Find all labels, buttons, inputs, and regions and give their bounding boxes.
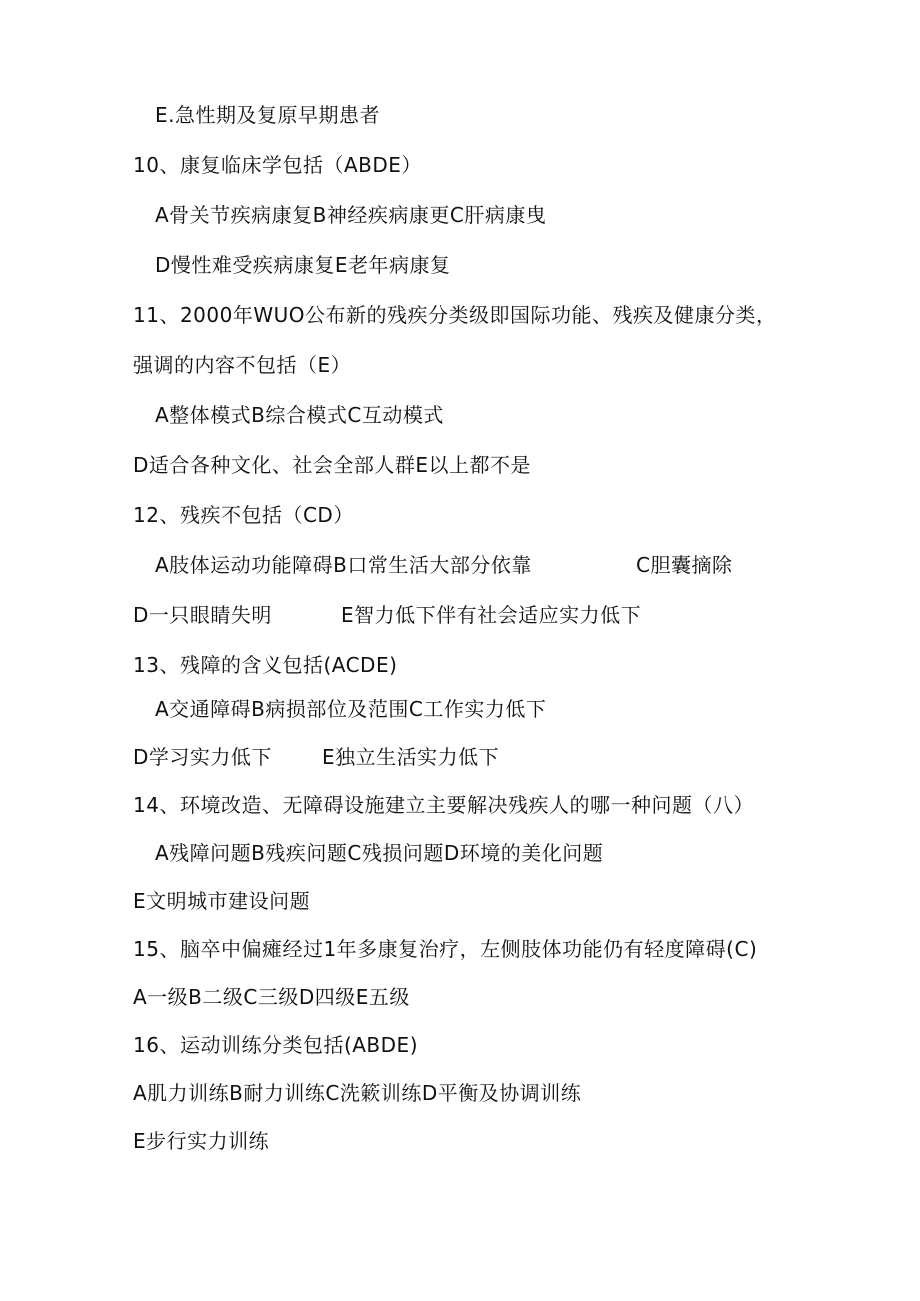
q14-options-abcd: A残障问题B残疾问题C残损问题D环境的美化问题: [155, 841, 604, 865]
q16-question: 16、运动训练分类包括(ABDE): [133, 1033, 418, 1057]
q16-option-e: E步行实力训练: [133, 1129, 270, 1153]
q11-question-line2: 强调的内容不包括（E）: [133, 353, 352, 377]
q14-question: 14、环境改造、无障碍设施建立主要解决残疾人的哪一种问题（八）: [133, 793, 754, 817]
q11-question-line1: 11、2000年WUO公布新的残疾分类级即国际功能、残疾及健康分类，: [133, 303, 777, 327]
q15-question: 15、脑卒中偏瘫经过1年多康复治疗，左侧肢体功能仍有轻度障碍(C): [133, 937, 758, 961]
q12-option-c: C胆囊摘除: [636, 553, 733, 577]
q13-option-e: E独立生活实力低下: [322, 745, 500, 769]
q9-option-e: E.急性期及复原早期患者: [155, 103, 380, 127]
q14-option-e: E文明城市建设问题: [133, 889, 311, 913]
q10-question: 10、康复临床学包括（ABDE）: [133, 153, 422, 177]
q11-options-de: D适合各种文化、社会全部人群E以上都不是: [133, 453, 532, 477]
q16-options-abcd: A肌力训练B耐力训练C洗簌训练D平衡及协调训练: [133, 1081, 582, 1105]
q13-question: 13、残障的含义包括(ACDE): [133, 653, 398, 677]
q12-option-e: E智力低下伴有社会适应实力低下: [341, 603, 642, 627]
q12-options-ab: A肢体运动功能障碍B口常生活大部分依靠: [155, 553, 532, 577]
q11-options-abc: A整体模式B综合模式C互动模式: [155, 403, 444, 427]
q13-options-abc: A交通障碍B病损部位及范围C工作实力低下: [155, 697, 547, 721]
q13-option-d: D学习实力低下: [133, 745, 272, 769]
q10-options-de: D慢性难受疾病康复E老年病康复: [155, 253, 451, 277]
q15-options: A一级B二级C三级D四级E五级: [133, 985, 410, 1009]
q12-question: 12、残疾不包括（CD）: [133, 503, 354, 527]
q10-options-abc: A骨关节疾病康复B神经疾病康更C肝病康曳: [155, 203, 547, 227]
q12-option-d: D一只眼睛失明: [133, 603, 272, 627]
